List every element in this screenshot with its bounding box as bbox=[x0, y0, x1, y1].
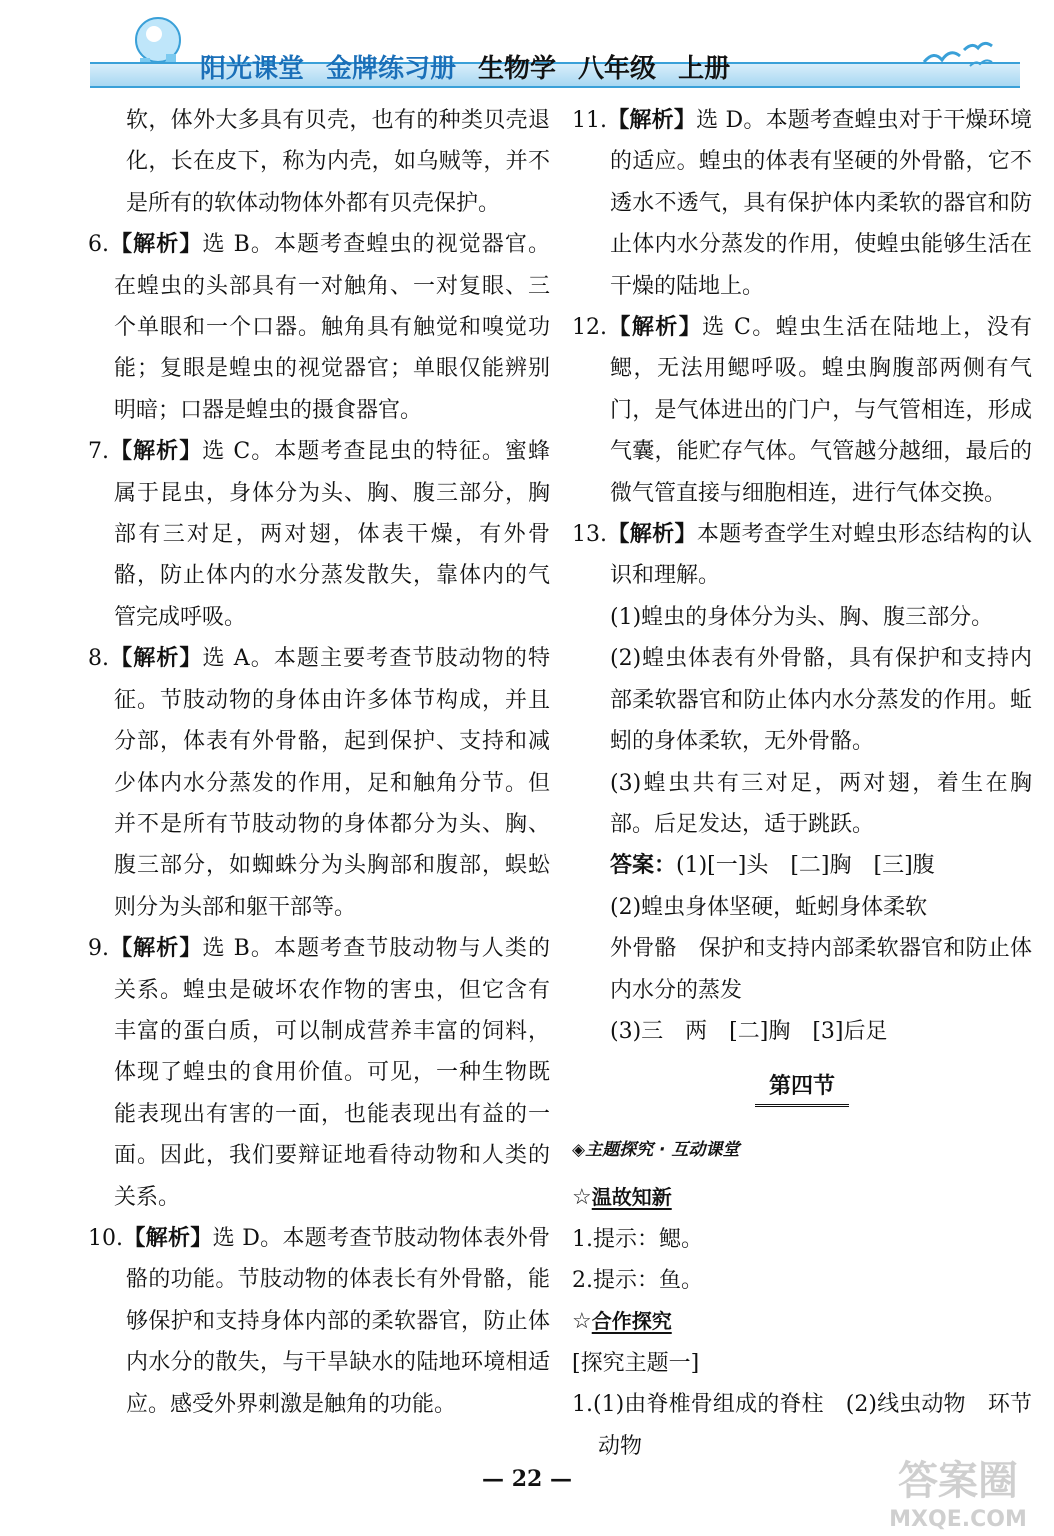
analysis-tag: 【解析】 bbox=[123, 1225, 213, 1251]
sub-item-2: (2)蝗虫体表有外骨骼，具有保护和支持内部柔软器官和防止体内水分蒸发的作用。蚯蚓的身体柔软，无外骨骼。 bbox=[610, 646, 1032, 755]
star-icon: ☆ bbox=[572, 1309, 592, 1335]
item-number: 10. bbox=[88, 1225, 123, 1251]
item-number: 9. bbox=[88, 936, 109, 962]
section-title bbox=[572, 1066, 1032, 1107]
header-title bbox=[200, 48, 730, 85]
sub-item-3: (3)蝗虫共有三对足，两对翅，着生在胸部。后足发达，适于跳跃。 bbox=[610, 770, 1032, 837]
watermark-logo bbox=[866, 1446, 1050, 1536]
topic-item-1: 1.(1)由脊椎骨组成的脊柱 (2)线虫动物 环节动物 bbox=[572, 1392, 1032, 1459]
answer-line-2a: (2)蝗虫身体坚硬，蚯蚓身体柔软 bbox=[610, 894, 928, 920]
grade-name: 八年级 bbox=[578, 54, 657, 84]
analysis-tag: 【解析】 bbox=[607, 108, 697, 133]
hint-2: 2.提示：鱼。 bbox=[572, 1267, 703, 1293]
brand-name: 阳光课堂 bbox=[200, 54, 305, 84]
item-number: 6. bbox=[88, 232, 109, 258]
topic-band-label: ◈主题探究 · 互动课堂 bbox=[572, 1139, 740, 1160]
item-number: 13. bbox=[572, 522, 607, 548]
volume-name: 上册 bbox=[678, 54, 731, 84]
page-number: — 22 — bbox=[482, 1466, 572, 1492]
analysis-tag: 【解析】 bbox=[109, 439, 203, 465]
item-text: 选 D。本题考查节肢动物体表外骨骼的功能。节肢动物的体表长有外骨骼，能够保护和支持身体内部的柔软器官，防止体内水分的散失，与干旱缺水的陆地环境相适应。感受外界刺激是触角的功能。 bbox=[126, 1225, 550, 1417]
answer-label: 答案： bbox=[610, 853, 677, 879]
answer-item-10 bbox=[88, 1218, 550, 1425]
analysis-tag: 【解析】 bbox=[607, 522, 697, 548]
star-heading-review bbox=[572, 1177, 1032, 1218]
answer-item-12 bbox=[572, 307, 1032, 514]
topic-heading: [探究主题一] bbox=[572, 1350, 700, 1376]
item-number: 7. bbox=[88, 439, 109, 465]
item-text: 选 B。本题考查节肢动物与人类的关系。蝗虫是破坏农作物的害虫，但它含有丰富的蛋白质，可以制成营养丰富的饲料，体现了蝗虫的食用价值。可见，一种生物既能表现出有害的一面，也能表现出有益的一面。因此，我们要辩证地看待动物和人类的关系。 bbox=[114, 936, 550, 1210]
answer-item-7 bbox=[88, 431, 550, 638]
item-text: 选 C。本题考查昆虫的特征。蜜蜂属于昆虫，身体分为头、胸、腹三部分，胸部有三对足，两对翅，体表干燥，有外骨骼，防止体内的水分蒸发散失，靠体内的气管完成呼吸。 bbox=[114, 439, 550, 630]
page-header bbox=[0, 0, 1054, 96]
watermark-en: MXQE.COM bbox=[889, 1507, 1027, 1532]
item-number: 8. bbox=[88, 646, 109, 672]
right-column bbox=[572, 100, 1032, 1467]
answer-item-6 bbox=[88, 224, 550, 431]
section-title-text: 第四节 bbox=[755, 1070, 849, 1107]
answer-line-3: (3)三 两 [二]胸 [3]后足 bbox=[610, 1018, 888, 1044]
continuation-paragraph: 软，体外大多具有贝壳，也有的种类贝壳退化，长在皮下，称为内壳，如乌贼等，并不是所有的软体动物体外都有贝壳保护。 bbox=[126, 108, 550, 216]
answer-item-9 bbox=[88, 928, 550, 1218]
answer-line-1 bbox=[572, 845, 1032, 886]
analysis-tag: 【解析】 bbox=[109, 232, 203, 258]
birds-icon bbox=[920, 36, 1000, 76]
item-number: 11. bbox=[572, 108, 607, 133]
item-text: 选 D。本题考查蝗虫对于干燥环境的适应。蝗虫的体表有坚硬的外骨骼，它不透水不透气，具有保护体内柔软的器官和防止体内水分蒸发的作用，使蝗虫能够生活在干燥的陆地上。 bbox=[610, 108, 1032, 299]
series-name: 金牌练习册 bbox=[326, 54, 457, 84]
left-column bbox=[88, 100, 550, 1425]
answer-line-2b: 外骨骼 保护和支持内部柔软器官和防止体内水分的蒸发 bbox=[610, 936, 1032, 1003]
answer-item-11 bbox=[572, 100, 1032, 307]
analysis-tag: 【解析】 bbox=[109, 936, 203, 962]
item-number: 12. bbox=[572, 315, 607, 341]
item-text: 选 B。本题考查蝗虫的视觉器官。在蝗虫的头部具有一对触角、一对复眼、三个单眼和一个口器。触角具有触觉和嗅觉功能；复眼是蝗虫的视觉器官；单眼仅能辨别明暗；口器是蝗虫的摄食器官。 bbox=[114, 232, 550, 423]
star-heading-cooperate bbox=[572, 1301, 1032, 1342]
star-heading-text: 温故知新 bbox=[591, 1185, 672, 1210]
answer-text: (1)[一]头 [二]胸 [三]腹 bbox=[676, 853, 935, 879]
star-heading-text: 合作探究 bbox=[591, 1309, 672, 1334]
analysis-tag: 【解析】 bbox=[607, 315, 703, 341]
answer-item-13 bbox=[572, 514, 1032, 597]
answer-item-8 bbox=[88, 638, 550, 928]
analysis-tag: 【解析】 bbox=[109, 646, 203, 672]
hint-1: 1.提示：鳃。 bbox=[572, 1226, 703, 1252]
subject-name: 生物学 bbox=[478, 54, 557, 84]
star-icon: ☆ bbox=[572, 1185, 592, 1211]
sub-item-1: (1)蝗虫的身体分为头、胸、腹三部分。 bbox=[610, 604, 994, 630]
item-text: 选 A。本题主要考查节肢动物的特征。节肢动物的身体由许多体节构成，并且分部，体表有外骨骼，起到保护、支持和减少体内水分蒸发的作用，足和触角分节。但并不是所有节肢动物的身体都分为头、胸、腹三部分，如蜘蛛分为头胸部和腹部，蜈蚣则分为头部和躯干部等。 bbox=[114, 646, 550, 920]
item-text: 本题考查学生对蝗虫形态结构的认识和理解。 bbox=[610, 522, 1032, 589]
item-text: 选 C。蝗虫生活在陆地上，没有鳃，无法用鳃呼吸。蝗虫胸腹部两侧有气门，是气体进出的门户，与气管相连，形成气囊，能贮存气体。气管越分越细，最后的微气管直接与细胞相连，进行气体交换。 bbox=[610, 315, 1032, 506]
watermark-cn: 答案圈 bbox=[898, 1458, 1018, 1504]
